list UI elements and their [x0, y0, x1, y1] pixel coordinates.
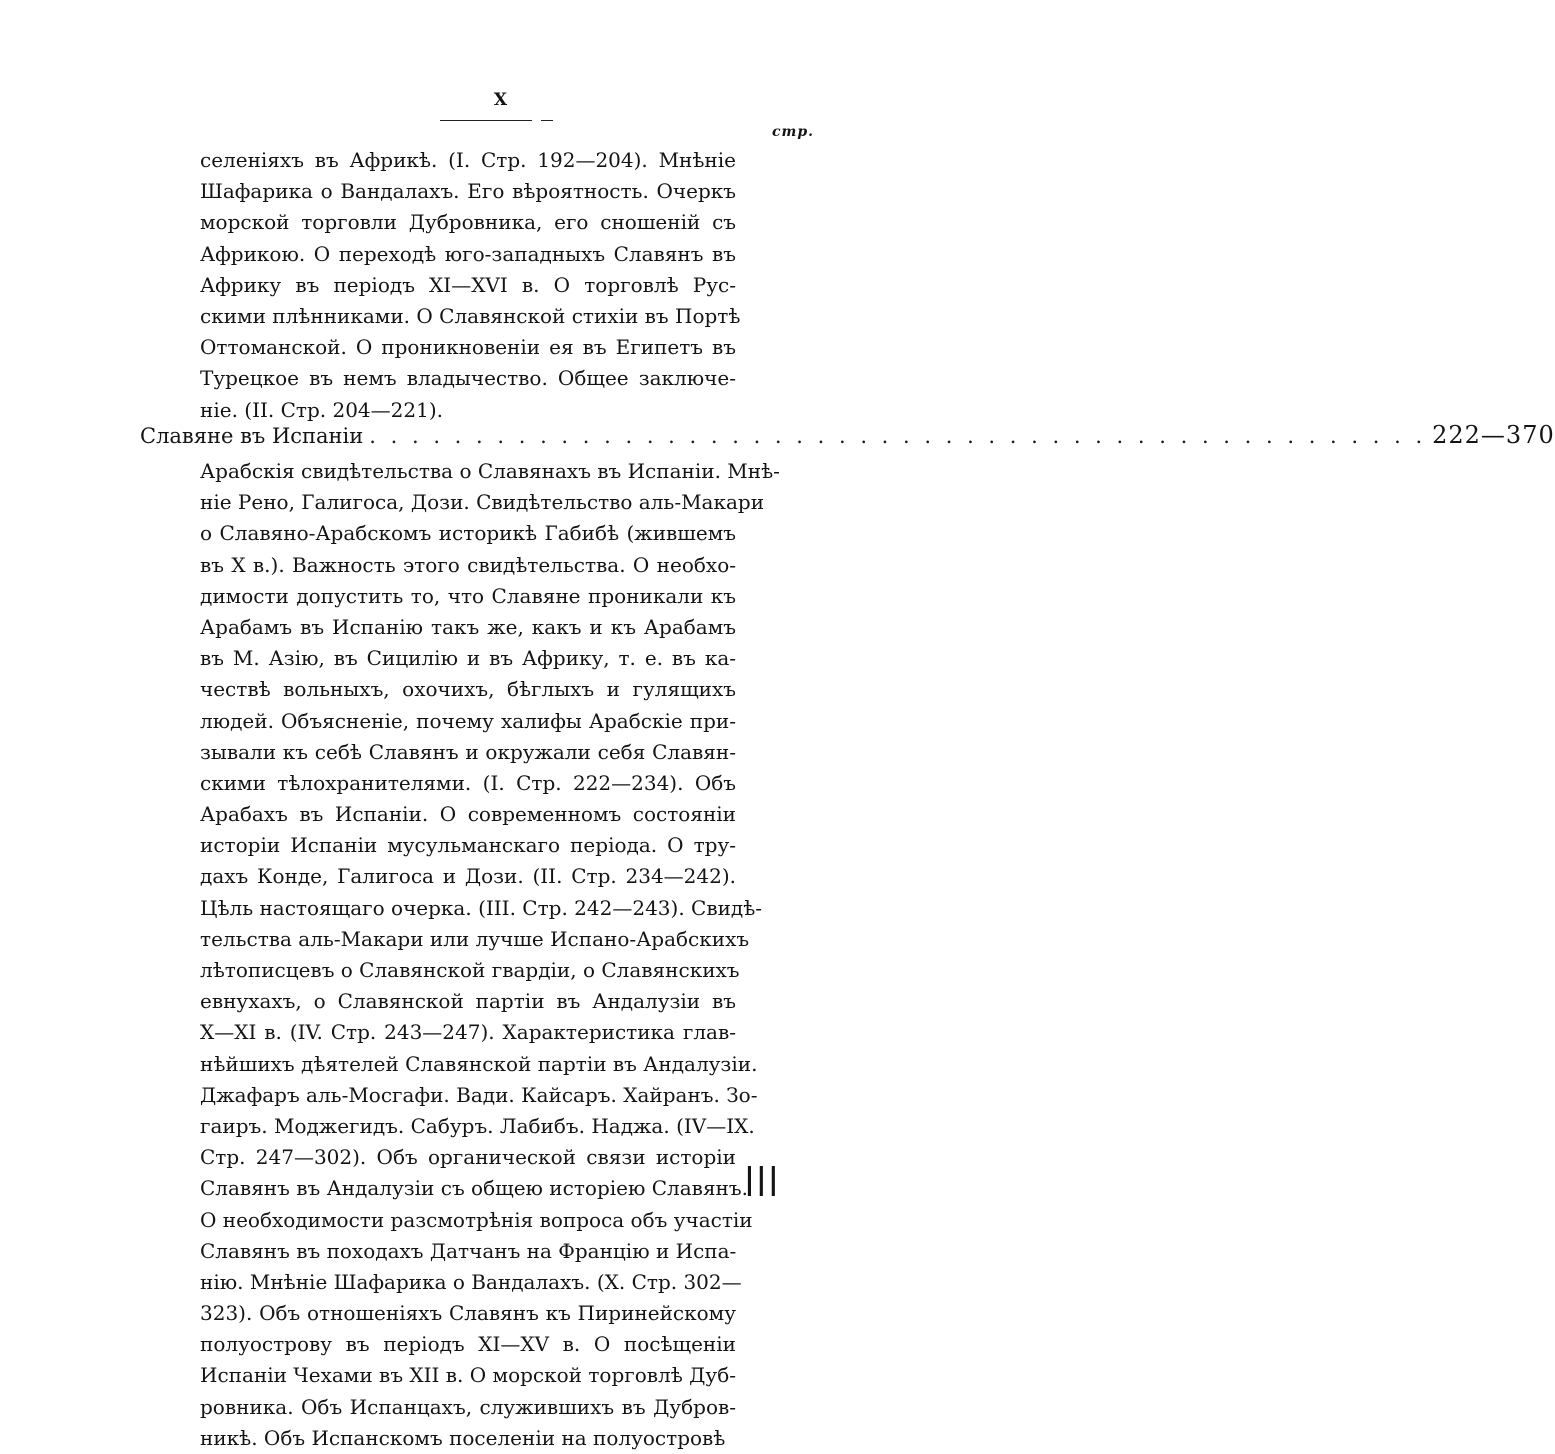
text-line: 323). Объ отношеніяхъ Славянъ къ Пиринейскому	[200, 1301, 736, 1326]
text-line: нѣйшихъ дѣятелей Славянской партіи въ Андалузіи.	[200, 1051, 758, 1076]
text-line: скими плѣнниками. О Славянской стихіи въ Портѣ	[200, 303, 741, 328]
text-line: Африкою. О переходѣ юго-западныхъ Славянъ въ	[200, 241, 736, 266]
text-line: чествѣ вольныхъ, охочихъ, бѣглыхъ и гулящихъ	[200, 677, 736, 702]
toc-entry	[140, 418, 1555, 452]
text-line: селеніяхъ въ Африкѣ. (I. Стр. 192—204). Мнѣніе	[200, 148, 736, 172]
text-line: X—XI в. (IV. Стр. 243—247). Характеристика глав-	[200, 1020, 736, 1045]
text-line: скими тѣлохранителями. (I. Стр. 222—234). Объ	[200, 770, 736, 795]
pages-column-label: стр.	[772, 124, 815, 140]
header-rule	[440, 120, 532, 121]
text-line: ровника. Объ Испанцахъ, служившихъ въ Дубров-	[200, 1394, 736, 1419]
text-line: Славянъ въ походахъ Датчанъ на Францію и Испа-	[200, 1238, 737, 1263]
chapter-summary-paragraph	[200, 456, 780, 1454]
text-line: Славянъ въ Андалузіи съ общею исторіею Славянъ.	[200, 1176, 748, 1201]
text-line: Шафарика о Вандалахъ. Его вѣроятность. Очеркъ	[200, 179, 736, 204]
text-line: Стр. 247—302). Объ органической связи исторіи	[200, 1145, 736, 1170]
text-line: о Славяно-Арабскомъ историкѣ Габибѣ (жившемъ	[200, 521, 736, 546]
text-line: Цѣль настоящаго очерка. (III. Стр. 242—243). Свидѣ-	[200, 895, 763, 920]
text-line: Арабахъ въ Испаніи. О современномъ состояніи	[200, 802, 736, 827]
margin-mark: |||	[744, 1162, 780, 1197]
text-line: гаиръ. Моджегидъ. Сабуръ. Лабибъ. Наджа. (IV—IX.	[200, 1113, 755, 1138]
text-line: Испаніи Чехами въ XII в. О морской торговлѣ Дуб-	[200, 1363, 736, 1388]
text-line: зывали къ себѣ Славянъ и окружали себя Славян-	[200, 739, 736, 764]
text-line: въ X в.). Важность этого свидѣтельства. О необхо-	[200, 552, 736, 577]
text-line: полуострову въ періодъ XI—XV в. О посѣщеніи	[200, 1332, 736, 1357]
header-dash	[541, 120, 553, 121]
text-line: людей. Объясненіе, почему халифы Арабскіе при-	[200, 708, 736, 733]
text-line: тельства аль-Макари или лучше Испано-Арабскихъ	[200, 926, 750, 951]
toc-page-range: 222—370	[1432, 421, 1555, 449]
toc-dot-leader: . . . . . . . . . . . . . . . . . . . . . . . . . . . . . . . . . . . . . . . . . . . . . . . . . .	[369, 424, 1427, 448]
text-line: нію. Мнѣніе Шафарика о Вандалахъ. (X. Стр. 302—	[200, 1269, 742, 1294]
toc-entry-title: Славяне въ Испаніи	[140, 424, 364, 448]
text-line: Арабамъ въ Испанію такъ же, какъ и къ Арабамъ	[200, 614, 736, 639]
text-line: морской торговли Дубровника, его сношеній съ	[200, 210, 736, 235]
text-line: Джафаръ аль-Мосгафи. Вади. Кайсаръ. Хайранъ. Зо-	[200, 1082, 758, 1107]
text-line: евнухахъ, о Славянской партіи въ Андалузіи въ	[200, 989, 736, 1014]
text-line: Африку въ періодъ XI—XVI в. О торговлѣ Рус-	[200, 272, 736, 297]
text-line: лѣтописцевъ о Славянской гвардіи, о Славянскихъ	[200, 958, 740, 982]
text-line: Арабскія свидѣтельства о Славянахъ въ Испаніи. Мнѣ-	[200, 459, 780, 483]
text-line: Оттоманской. О проникновеніи ея въ Египетъ въ	[200, 335, 736, 360]
continued-summary-paragraph	[200, 145, 741, 426]
page-number: X	[493, 90, 509, 110]
text-line: Турецкое въ немъ владычество. Общее заключе-	[200, 366, 736, 391]
text-line: въ М. Азію, въ Сицилію и въ Африку, т. е. въ ка-	[200, 646, 736, 671]
text-line: ніе. (II. Стр. 204—221).	[200, 397, 443, 422]
text-line: димости допустить то, что Славяне проникали къ	[200, 583, 736, 608]
text-line: дахъ Конде, Галигоса и Дози. (II. Стр. 234—242).	[200, 864, 736, 889]
text-line: О необходимости разсмотрѣнія вопроса объ участіи	[200, 1207, 753, 1232]
text-line: никѣ. Объ Испанскомъ поселеніи на полуостровѣ	[200, 1425, 726, 1450]
text-line: ніе Рено, Галигоса, Дози. Свидѣтельство аль-Макари	[200, 490, 765, 515]
text-line: исторіи Испаніи мусульманскаго періода. О тру-	[200, 833, 736, 858]
